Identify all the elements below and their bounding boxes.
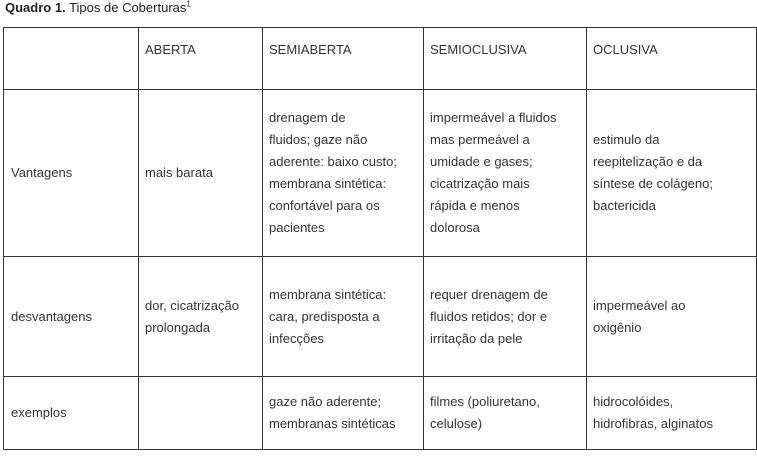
cell-exemplos-semioclusiva: filmes (poliuretano, celulose) (424, 377, 587, 450)
table-row-exemplos (4, 377, 757, 450)
table-row-vantagens (4, 90, 757, 257)
table-caption (5, 0, 191, 16)
cell-desvantagens-semiaberta: membrana sintética: cara, predisposta a infecções (263, 257, 424, 377)
header-cell-semioclusiva: SEMIOCLUSIVA (424, 28, 587, 90)
caption-label: Quadro 1. (5, 0, 66, 15)
row-label-vantagens: Vantagens (4, 90, 139, 257)
table-row-desvantagens (4, 257, 757, 377)
cell-vantagens-aberta: mais barata (139, 90, 263, 257)
cell-exemplos-semiaberta: gaze não aderente; membranas sintéticas (263, 377, 424, 450)
cell-desvantagens-aberta: dor, cicatrização prolongada (139, 257, 263, 377)
caption-title: Tipos de Coberturas (69, 0, 187, 15)
cell-vantagens-semiaberta: drenagem de fluidos; gaze não aderente: baixo custo; membrana sintética: confortável para os pacientes (263, 90, 424, 257)
cell-vantagens-semioclusiva: impermeável a fluidos mas permeável a umidade e gases; cicatrização mais rápida e menos dolorosa (424, 90, 587, 257)
table-header-row (4, 28, 757, 90)
header-cell-semiaberta: SEMIABERTA (263, 28, 424, 90)
row-label-desvantagens: desvantagens (4, 257, 139, 377)
header-cell-oclusiva: OCLUSIVA (587, 28, 757, 90)
cell-desvantagens-oclusiva: impermeável ao oxigênio (587, 257, 757, 377)
caption-footnote-ref: 1 (186, 0, 191, 9)
coverings-table (3, 27, 757, 450)
row-label-exemplos: exemplos (4, 377, 139, 450)
cell-exemplos-oclusiva: hidrocolóides, hidrofibras, alginatos (587, 377, 757, 450)
header-cell-aberta: ABERTA (139, 28, 263, 90)
cell-exemplos-aberta (139, 377, 263, 450)
cell-desvantagens-semioclusiva: requer drenagem de fluidos retidos; dor e irritação da pele (424, 257, 587, 377)
header-cell-empty (4, 28, 139, 90)
cell-vantagens-oclusiva: estimulo da reepitelização e da síntese de colágeno; bactericida (587, 90, 757, 257)
